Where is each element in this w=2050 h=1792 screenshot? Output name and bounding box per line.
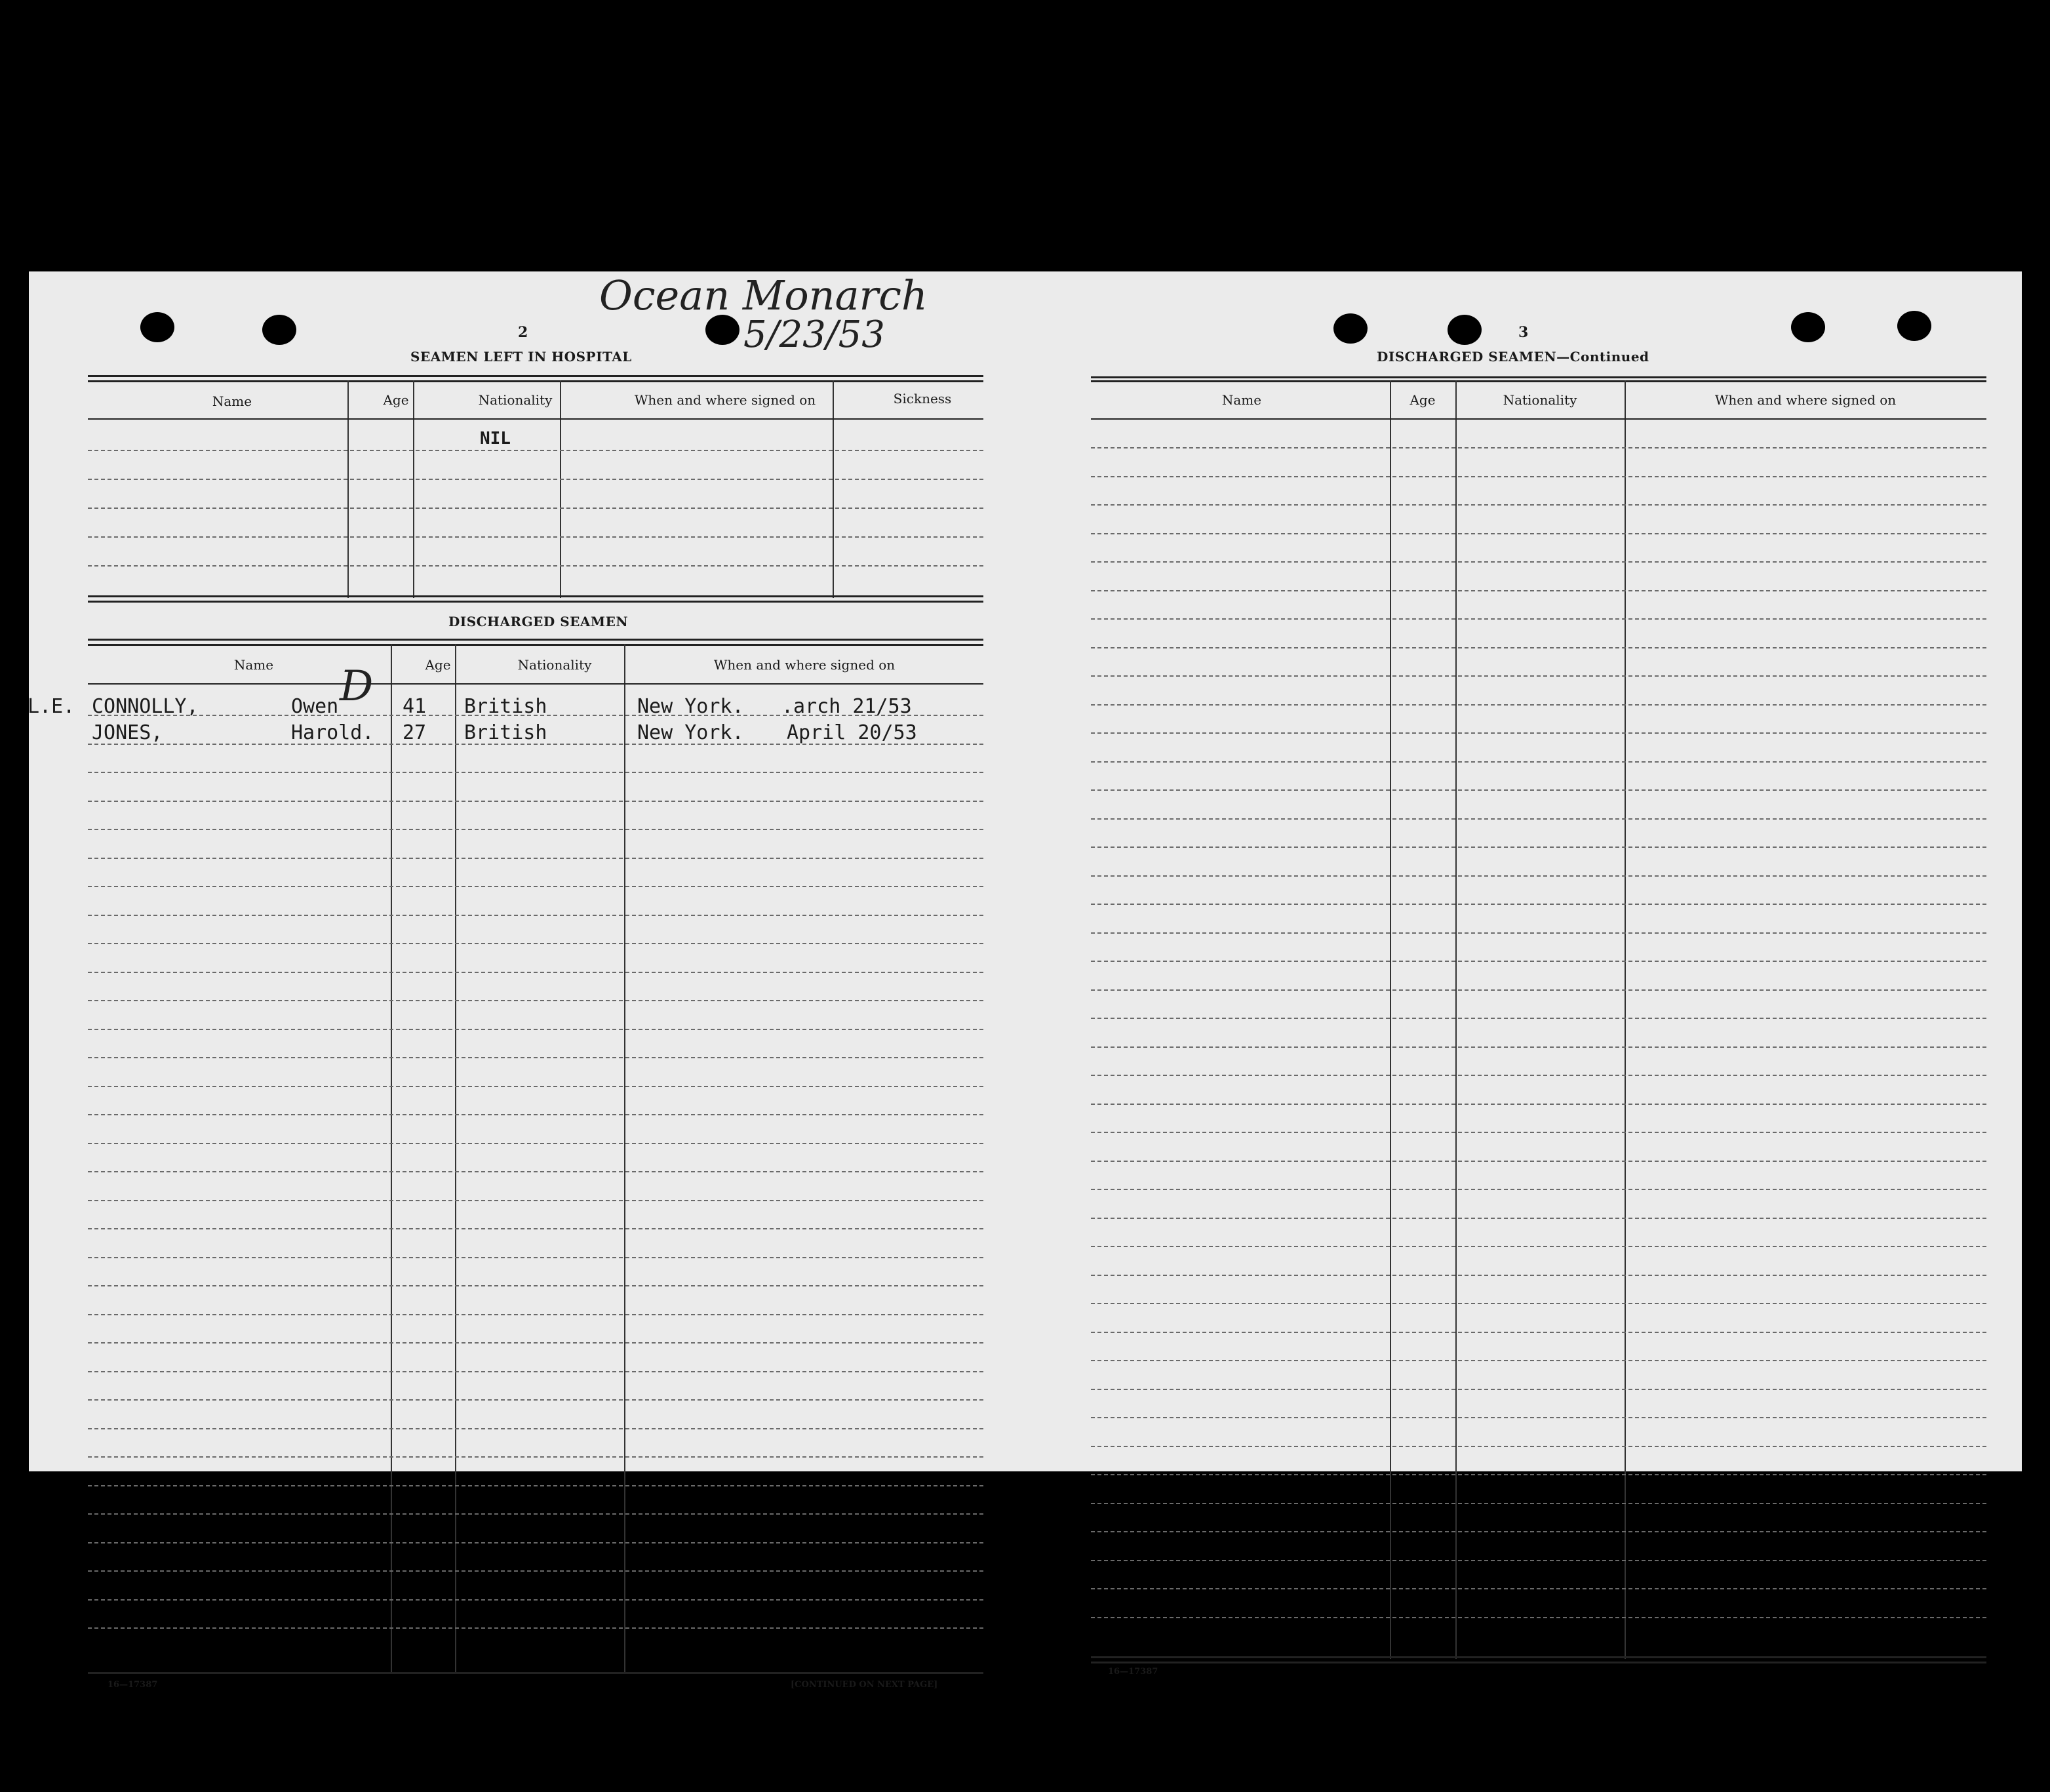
ruled-line [1091,875,1986,877]
ruled-line [88,1228,983,1229]
ruled-line [88,829,983,830]
ruled-line [88,1314,983,1315]
ruled-line [88,886,983,887]
ruled-line [88,1485,983,1486]
hospital-header-sickness: Sickness [893,391,952,407]
ruled-line [88,1171,983,1172]
ruled-line [1091,618,1986,620]
ruled-line [1091,732,1986,734]
right-header-name: Name [1221,392,1262,408]
hospital-header-name: Name [212,393,252,409]
ruled-line [88,1627,983,1629]
ruled-line [88,1114,983,1115]
ruled-line [1091,1161,1986,1162]
ruled-line [88,943,983,944]
ruled-line [88,715,983,716]
row-nationality: British [464,695,547,718]
ruled-line [1091,675,1986,677]
ruled-line [1091,1018,1986,1019]
ruled-line [88,1399,983,1401]
ruled-line [1091,961,1986,962]
right-header-age: Age [1409,392,1436,408]
hospital-header-signed-on: When and where signed on [634,392,816,408]
ruled-line [1091,533,1986,534]
ruled-line [1091,1275,1986,1276]
ruled-line [88,744,983,745]
ruled-line [1091,1104,1986,1105]
ruled-line [88,1599,983,1601]
ruled-line [1091,789,1986,791]
ruled-line [1091,504,1986,506]
ruled-line [1091,1474,1986,1475]
ruled-line [1091,932,1986,934]
ruled-line [1091,704,1986,706]
ruled-line [1091,476,1986,477]
ruled-line [1091,846,1986,848]
row-age: 27 [403,721,427,744]
ruled-line [88,1000,983,1001]
ruled-line [1091,989,1986,991]
ruled-line [1091,1446,1986,1447]
right-header-signed-on: When and where signed on [1714,392,1897,408]
hospital-header-age: Age [383,392,409,408]
ruled-line [1091,647,1986,648]
punch-hole [1448,315,1482,345]
ruled-line [1091,1417,1986,1418]
hospital-section-title: SEAMEN LEFT IN HOSPITAL [410,349,632,365]
ruled-line [1091,1588,1986,1589]
right-section-title: DISCHARGED SEAMEN—Continued [1377,349,1649,365]
page-number-left: 2 [518,324,528,341]
ruled-line [1091,1303,1986,1304]
continued-note: [CONTINUED ON NEXT PAGE] [791,1680,938,1690]
punch-hole [262,315,296,345]
ruled-line [88,972,983,973]
ruled-line [1091,1132,1986,1133]
ruled-line [1091,1617,1986,1618]
handwritten-initials: D [340,662,374,711]
right-header-nationality: Nationality [1503,392,1577,408]
hospital-nil-entry: NIL [480,429,511,448]
row-place: New York. [637,721,744,744]
ruled-line [88,1371,983,1372]
ruled-line [88,1057,983,1058]
ruled-line [1091,1332,1986,1333]
ruled-line [88,801,983,802]
ruled-line [88,858,983,859]
ruled-line [88,1342,983,1344]
ruled-line [1091,1046,1986,1048]
ruled-line [1091,447,1986,448]
punch-hole [1897,311,1931,341]
ruled-line [88,1143,983,1144]
ruled-line [1091,1075,1986,1076]
discharged-header-age: Age [425,657,451,673]
ruled-line [1091,1560,1986,1561]
row-age: 41 [403,695,427,718]
row-prefix: L.E. [28,695,75,718]
discharged-section-title: DISCHARGED SEAMEN [448,614,629,629]
ruled-line [88,1542,983,1543]
discharged-header-name: Name [233,657,274,673]
discharged-header-signed-on: When and where signed on [713,657,896,673]
row-nationality: British [464,721,547,744]
hospital-header-nationality: Nationality [478,392,553,408]
punch-hole [140,312,174,342]
ruled-line [1091,1389,1986,1390]
discharged-header-nationality: Nationality [517,657,592,673]
ruled-line [88,1086,983,1087]
form-number-right: 16—17387 [1108,1667,1158,1677]
ruled-line [1091,818,1986,820]
row-place: New York. [637,695,744,718]
ruled-line [1091,1218,1986,1219]
row-surname: CONNOLLY, [92,695,199,718]
punch-hole [1333,313,1368,344]
ruled-line [1091,1360,1986,1361]
handwritten-date: 5/23/53 [743,313,885,356]
ruled-line [1091,1246,1986,1247]
ruled-line [88,1257,983,1258]
ruled-line [1091,561,1986,563]
ruled-line [88,1513,983,1515]
row-surname: JONES, [92,721,163,744]
row-given-name: Harold. [291,721,374,744]
ruled-line [88,772,983,773]
ruled-line [1091,1503,1986,1504]
page-number-right: 3 [1518,324,1529,341]
handwritten-ship-name: Ocean Monarch [599,271,928,319]
ruled-line [88,1285,983,1286]
ruled-line [1091,590,1986,591]
ruled-line [88,1428,983,1429]
ruled-line [1091,904,1986,905]
ruled-line [88,1456,983,1458]
row-given-name: Owen [291,695,339,718]
ruled-line [88,915,983,916]
ruled-line [1091,1189,1986,1190]
row-date: .arch 21/53 [781,695,912,718]
ruled-line [1091,1531,1986,1532]
row-date: April 20/53 [787,721,917,744]
form-number-left: 16—17387 [108,1680,158,1690]
ruled-line [88,1029,983,1030]
ruled-line [88,1570,983,1572]
ruled-line [88,1200,983,1201]
document-sheet [28,271,2022,1690]
ruled-line [1091,761,1986,763]
punch-hole [1791,312,1825,342]
